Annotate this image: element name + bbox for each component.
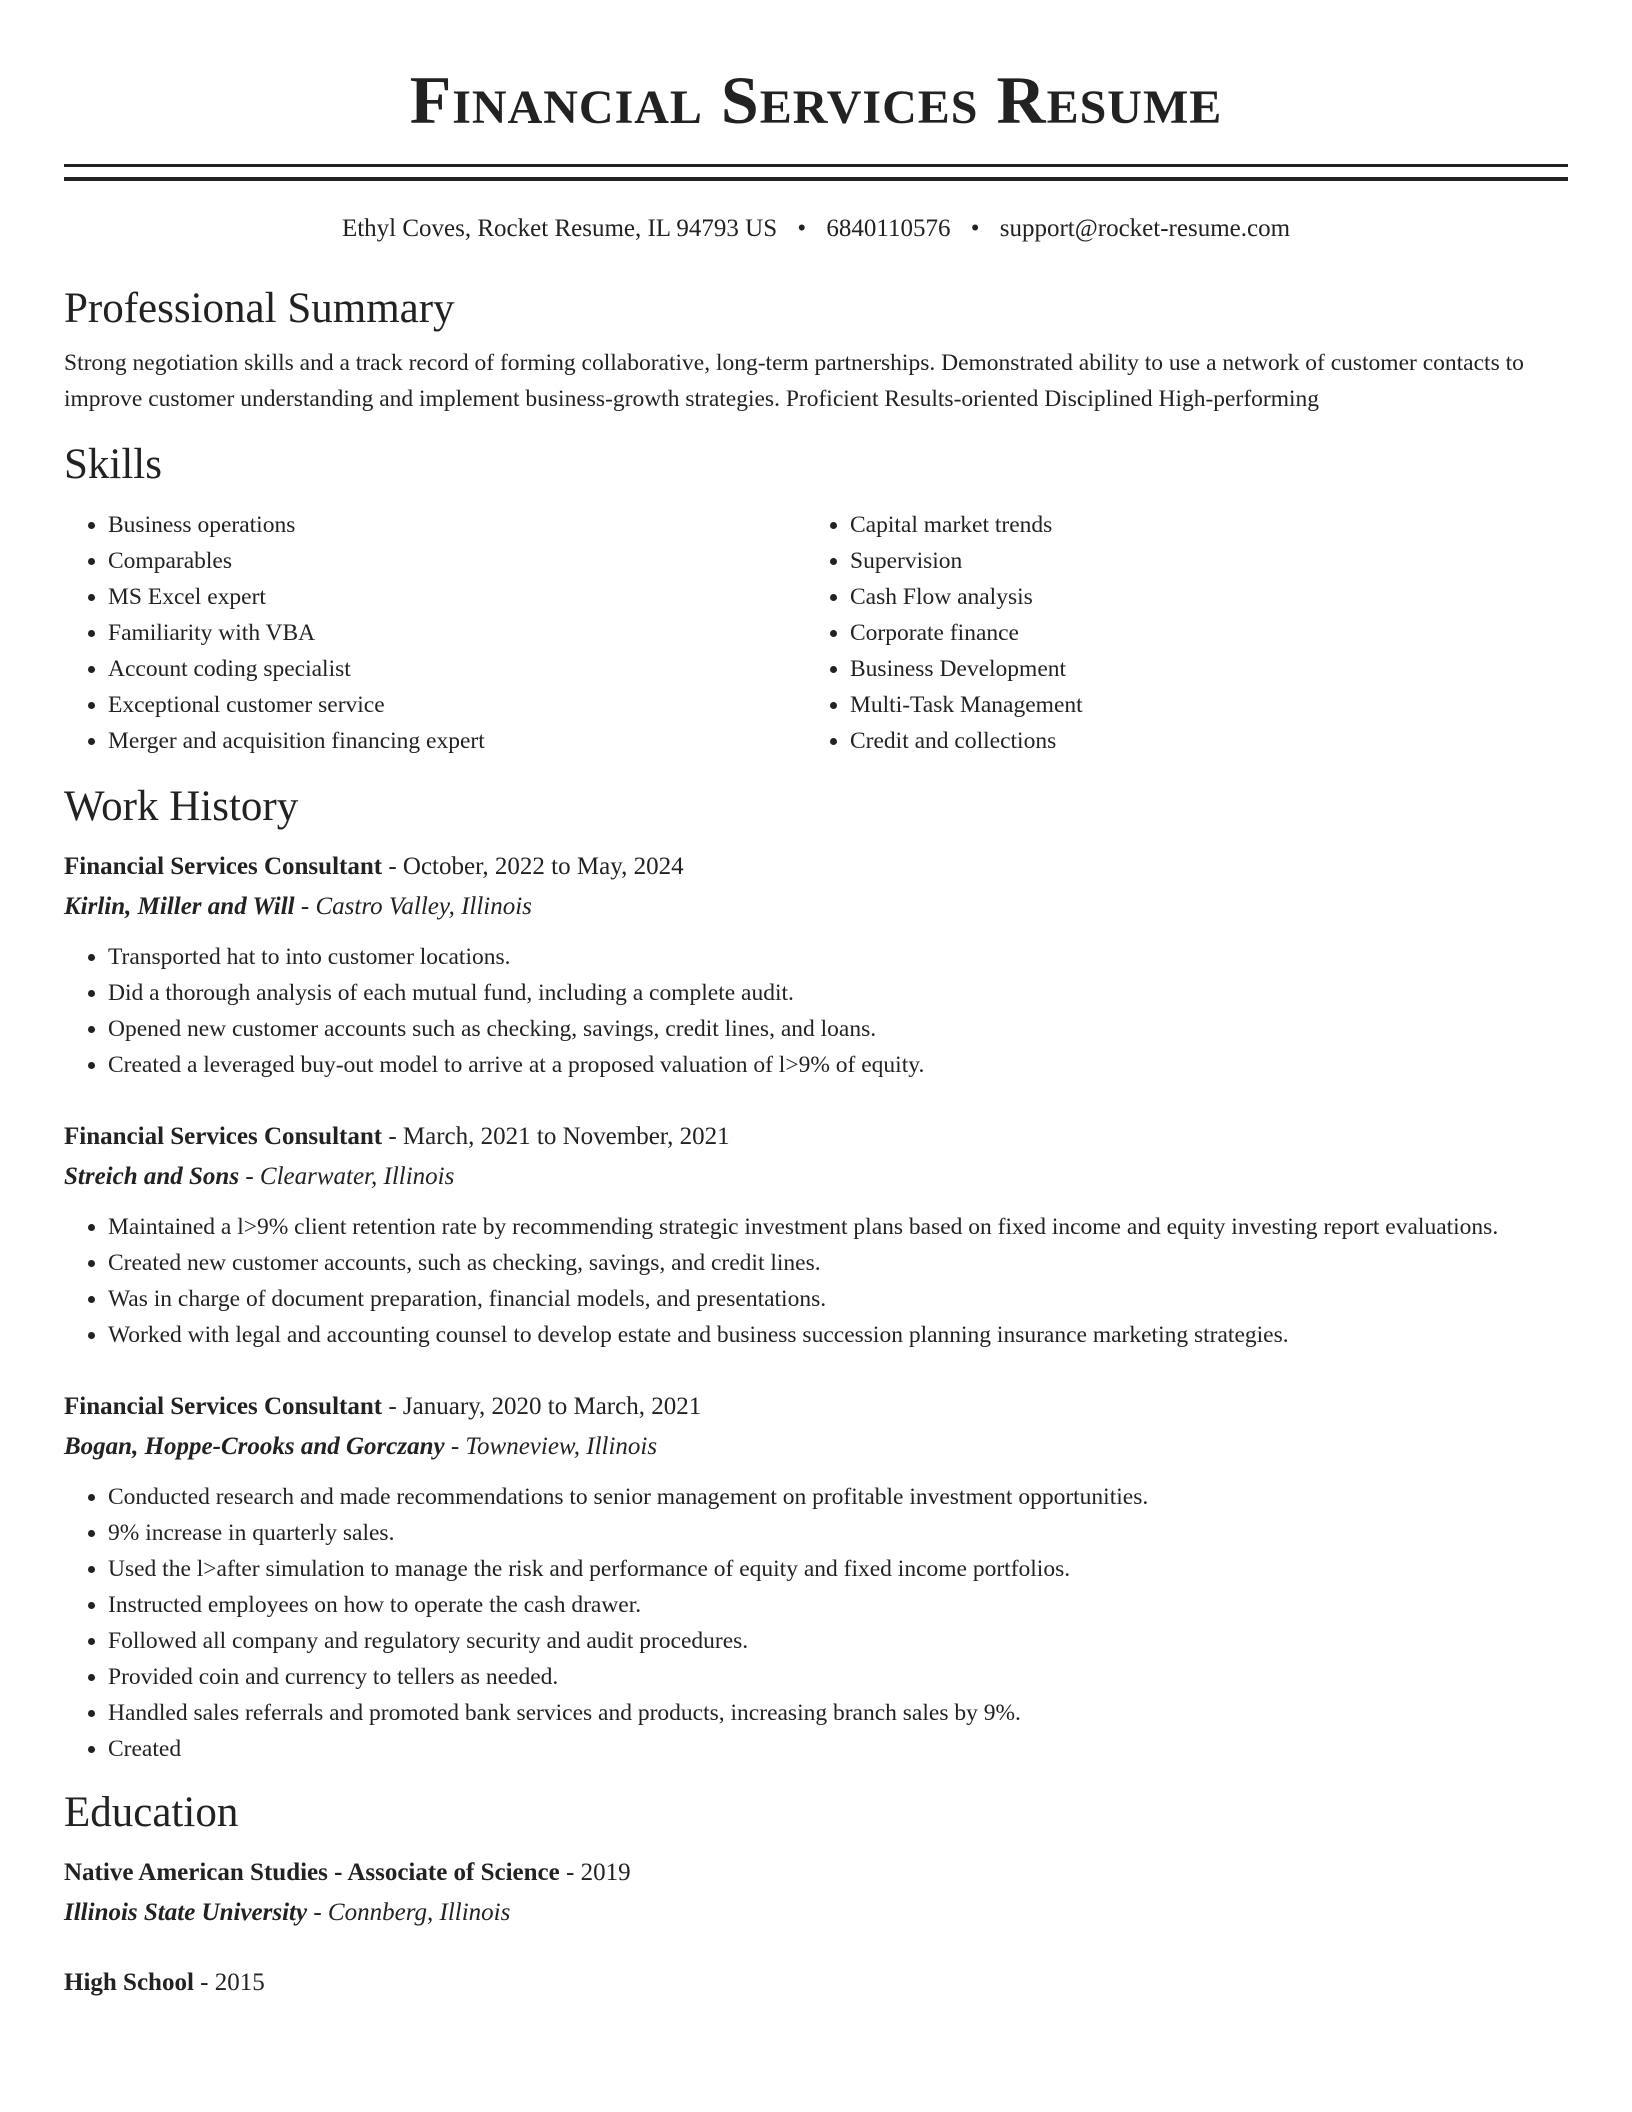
job-bullet: • Maintained a l>9% client retention rate by recommending strategic investment plans based on fixed income and equity investing report evaluations. bbox=[108, 1209, 1568, 1245]
job-company-line bbox=[64, 887, 1568, 927]
skill-item: • Supervision bbox=[850, 543, 1548, 579]
skill-item: • Capital market trends bbox=[850, 507, 1548, 543]
job-entry bbox=[64, 1387, 1568, 1767]
job-dates: - January, 2020 to March, 2021 bbox=[382, 1393, 702, 1420]
skill-item: • MS Excel expert bbox=[108, 579, 806, 615]
job-bullet: • Was in charge of document preparation, financial models, and presentations. bbox=[108, 1281, 1568, 1317]
job-bullet: • Created bbox=[108, 1731, 1568, 1767]
skills-column-right bbox=[806, 507, 1548, 759]
education-school-line bbox=[64, 1893, 1568, 1933]
job-title: Financial Services Consultant bbox=[64, 1123, 383, 1150]
job-bullet: • Worked with legal and accounting counsel to develop estate and business succession planning insurance marketing strategies. bbox=[108, 1317, 1568, 1353]
skill-item: • Credit and collections bbox=[850, 723, 1548, 759]
job-bullet: • Opened new customer accounts such as checking, savings, credit lines, and loans. bbox=[108, 1011, 1568, 1047]
education-heading: Education bbox=[64, 1789, 239, 1836]
skill-item: • Business Development bbox=[850, 651, 1548, 687]
job-bullet: • Transported hat to into customer locations. bbox=[108, 939, 1568, 975]
education-year: - 2015 bbox=[193, 1969, 265, 1996]
skills-grid bbox=[64, 507, 1568, 759]
job-title: Financial Services Consultant bbox=[64, 1393, 383, 1420]
job-location: - Clearwater, Illinois bbox=[239, 1163, 455, 1190]
job-bullet: • Provided coin and currency to tellers as needed. bbox=[108, 1659, 1568, 1695]
contact-phone: 6840110576 bbox=[826, 215, 951, 242]
job-company: Streich and Sons bbox=[64, 1163, 240, 1190]
contact-separator: • bbox=[970, 215, 980, 242]
job-title: Financial Services Consultant bbox=[64, 853, 383, 880]
job-location: - Castro Valley, Illinois bbox=[294, 893, 532, 920]
skill-item: • Corporate finance bbox=[850, 615, 1548, 651]
education-entry bbox=[64, 1853, 1568, 1933]
skill-item: • Comparables bbox=[108, 543, 806, 579]
job-bullet: • Created new customer accounts, such as checking, savings, and credit lines. bbox=[108, 1245, 1568, 1281]
job-entry bbox=[64, 847, 1568, 1083]
title-double-rule bbox=[64, 164, 1568, 181]
education-degree: High School bbox=[64, 1969, 194, 1996]
job-company-line bbox=[64, 1157, 1568, 1197]
skills-column-left bbox=[64, 507, 806, 759]
job-dates: - March, 2021 to November, 2021 bbox=[382, 1123, 730, 1150]
job-bullets bbox=[64, 1479, 1568, 1767]
skill-item: • Multi-Task Management bbox=[850, 687, 1548, 723]
skills-heading: Skills bbox=[64, 441, 162, 488]
job-bullet: • 9% increase in quarterly sales. bbox=[108, 1515, 1568, 1551]
job-bullet: • Followed all company and regulatory security and audit procedures. bbox=[108, 1623, 1568, 1659]
job-bullet: • Did a thorough analysis of each mutual fund, including a complete audit. bbox=[108, 975, 1568, 1011]
job-bullets bbox=[64, 1209, 1568, 1353]
skill-item: • Exceptional customer service bbox=[108, 687, 806, 723]
job-company-line bbox=[64, 1427, 1568, 1467]
contact-address: Ethyl Coves, Rocket Resume, IL 94793 US bbox=[341, 215, 778, 242]
education-location: - Connberg, Illinois bbox=[307, 1899, 511, 1926]
contact-separator: • bbox=[797, 215, 807, 242]
education-entry bbox=[64, 1963, 1568, 2003]
resume-title: Financial Services Resume bbox=[409, 62, 1223, 138]
job-bullet: • Created a leveraged buy-out model to arrive at a proposed valuation of l>9% of equity. bbox=[108, 1047, 1568, 1083]
job-bullet: • Used the l>after simulation to manage the risk and performance of equity and fixed income portfolios. bbox=[108, 1551, 1568, 1587]
contact-line bbox=[64, 211, 1568, 247]
work-history-heading: Work History bbox=[64, 783, 299, 830]
skill-item: • Merger and acquisition financing expert bbox=[108, 723, 806, 759]
job-bullets bbox=[64, 939, 1568, 1083]
job-title-line bbox=[64, 1117, 1568, 1157]
summary-text: Strong negotiation skills and a track record of forming collaborative, long-term partnerships. Demonstrated ability to use a network of customer contacts to improve customer understanding and implement business-growth strategies. Proficient Results-oriented Disciplined High-performing bbox=[64, 350, 1524, 412]
job-location: - Towneview, Illinois bbox=[444, 1433, 658, 1460]
skill-item: • Familiarity with VBA bbox=[108, 615, 806, 651]
education-degree-line bbox=[64, 1853, 1568, 1893]
job-title-line bbox=[64, 1387, 1568, 1427]
skill-item: • Cash Flow analysis bbox=[850, 579, 1548, 615]
education-school: Illinois State University bbox=[64, 1899, 308, 1926]
job-dates: - October, 2022 to May, 2024 bbox=[382, 853, 684, 880]
education-degree-line bbox=[64, 1963, 1568, 2003]
job-title-line bbox=[64, 847, 1568, 887]
job-bullet: • Conducted research and made recommendations to senior management on profitable investment opportunities. bbox=[108, 1479, 1568, 1515]
job-company: Bogan, Hoppe-Crooks and Gorczany bbox=[64, 1433, 445, 1460]
job-bullet: • Instructed employees on how to operate the cash drawer. bbox=[108, 1587, 1568, 1623]
summary-heading: Professional Summary bbox=[64, 285, 455, 332]
job-company: Kirlin, Miller and Will bbox=[64, 893, 295, 920]
skill-item: • Account coding specialist bbox=[108, 651, 806, 687]
contact-email: support@rocket-resume.com bbox=[999, 215, 1291, 242]
job-entry bbox=[64, 1117, 1568, 1353]
education-degree: Native American Studies - Associate of Science bbox=[64, 1859, 560, 1886]
skill-item: • Business operations bbox=[108, 507, 806, 543]
job-bullet: • Handled sales referrals and promoted bank services and products, increasing branch sales by 9%. bbox=[108, 1695, 1568, 1731]
education-year: - 2019 bbox=[559, 1859, 631, 1886]
